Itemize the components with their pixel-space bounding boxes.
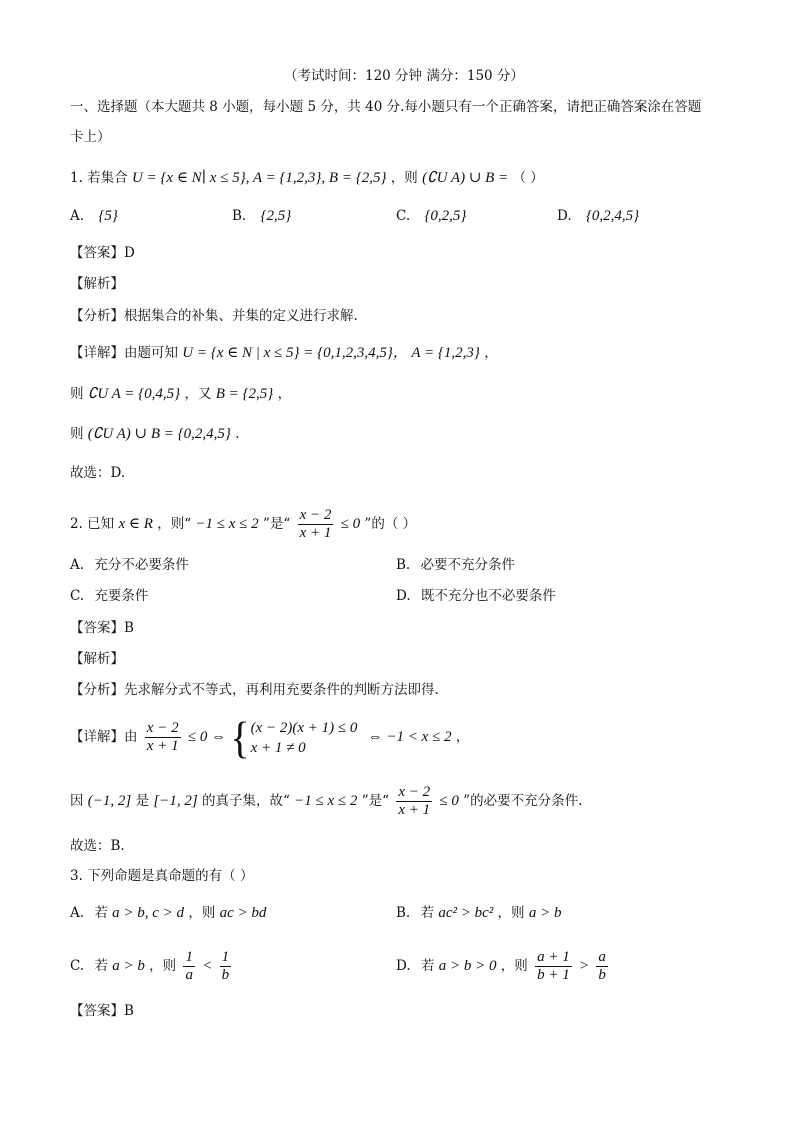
q3-option-d-text2: ，则 xyxy=(500,958,528,974)
q1-step3 xyxy=(70,424,240,444)
q2-because-m1: (−1, 2] xyxy=(87,793,132,809)
q2-because xyxy=(70,781,582,821)
q2-option-c xyxy=(70,586,148,606)
q3-option-c-text2: ，则 xyxy=(149,958,177,974)
q2-because-suffix: ”的必要不充分条件. xyxy=(463,793,583,809)
q3-option-d-num2: a xyxy=(598,949,606,965)
q2-option-a-value: 充分不必要条件 xyxy=(94,557,189,573)
q1-stem-math: U = {x ∈ N∣ x ≤ 5}, A = {1,2,3}, B = {2,5} xyxy=(131,170,387,186)
q2-because-mid: 是 xyxy=(135,793,150,809)
q2-jiexi: 【解析】 xyxy=(70,651,124,667)
q2-sys-line1: (x − 2)(x + 1) ≤ 0 xyxy=(250,719,358,736)
q2-detail-frac-num: x − 2 xyxy=(146,720,179,736)
q1-option-b-value: {2,5} xyxy=(260,208,292,224)
q3-option-b xyxy=(396,903,561,923)
q1-option-d-label: D. xyxy=(557,208,572,224)
q1-option-c-value: {0,2,5} xyxy=(424,208,467,224)
q2-option-d-label: D. xyxy=(396,588,411,604)
q1-step2-math: ∁U A = {0,4,5} xyxy=(87,386,181,402)
q3-option-a-math1: a > b, c > d xyxy=(112,905,185,921)
q1-step2 xyxy=(70,384,291,404)
section-title-line1: 一、选择题（本大题共 8 小题，每小题 5 分，共 40 分.每小题只有一个正确答案，请把正确答案涂在答题 xyxy=(70,99,702,115)
q3-option-c-frac2 xyxy=(220,949,232,984)
q1-detail-math: U = {x ∈ N | x ≤ 5} = {0,1,2,3,4,5}， A = {1,2,3} xyxy=(182,345,480,361)
q1-stem-math2: (∁U A) ∪ B = xyxy=(422,170,509,186)
q2-because-prefix: 因 xyxy=(70,793,84,809)
q2-stem xyxy=(70,507,416,542)
q1-option-a xyxy=(70,206,118,226)
q2-stem-mid2: ”是“ xyxy=(262,516,291,532)
q1-jiexi: 【解析】 xyxy=(70,276,124,292)
q2-analysis: 【分析】先求解分式不等式，再利用充要条件的判断方法即得. xyxy=(70,682,439,698)
q2-detail-prefix: 【详解】由 xyxy=(70,729,138,745)
q2-because-frac-num: x − 2 xyxy=(398,784,431,800)
q2-option-c-value: 充要条件 xyxy=(94,588,149,604)
q3-option-c-math1: a > b xyxy=(112,958,145,974)
q2-frac-den: x + 1 xyxy=(299,525,332,541)
q2-detail-frac-tail: ≤ 0 ⇔ xyxy=(187,729,227,745)
q1-step3-prefix: 则 xyxy=(70,426,84,442)
q3-option-d-gt: > xyxy=(579,958,590,974)
q2-option-b-value: 必要不充分条件 xyxy=(420,557,516,573)
q3-option-a xyxy=(70,903,266,923)
q2-because-m2: [−1, 2] xyxy=(153,793,198,809)
q1-option-d-value: {0,2,4,5} xyxy=(585,208,640,224)
q1-stem xyxy=(70,168,544,188)
q1-stem-suffix: （ ） xyxy=(512,170,544,186)
q2-option-d-value: 既不充分也不必要条件 xyxy=(420,588,556,604)
q1-detail xyxy=(70,343,498,363)
q2-stem-fraction xyxy=(298,507,334,542)
q3-option-a-label: A. xyxy=(70,905,85,921)
q2-option-d xyxy=(396,586,556,606)
q3-option-c-lt: < xyxy=(202,958,213,974)
q3-option-a-text1: 若 xyxy=(94,905,108,921)
q3-option-d xyxy=(396,944,611,988)
left-brace-icon: { xyxy=(230,712,250,762)
q2-stem-cond: −1 ≤ x ≤ 2 xyxy=(195,516,259,532)
q1-option-b xyxy=(232,206,291,226)
q3-option-d-label: D. xyxy=(396,958,411,974)
q1-detail-end: ， xyxy=(484,345,498,361)
q1-option-a-value: {5} xyxy=(98,208,118,224)
q2-stem-suffix: ”的（ ） xyxy=(364,516,417,532)
q2-detail-end: ， xyxy=(455,729,470,745)
q3-option-b-math1: ac² > bc² xyxy=(438,905,494,921)
q1-detail-prefix: 【详解】由题可知 xyxy=(70,345,178,361)
q3-option-d-text1: 若 xyxy=(420,958,435,974)
q1-analysis: 【分析】根据集合的补集、并集的定义进行求解. xyxy=(70,308,358,324)
q3-option-b-text2: ，则 xyxy=(497,905,525,921)
q3-option-c-text1: 若 xyxy=(94,958,108,974)
exam-info: （考试时间：120 分钟 满分：150 分） xyxy=(284,68,524,84)
q2-detail-frac-den: x + 1 xyxy=(146,738,179,754)
q3-answer: 【答案】B xyxy=(70,1003,134,1019)
q3-option-b-text1: 若 xyxy=(420,905,435,921)
q2-stem-math: x ∈ R xyxy=(118,516,153,532)
q1-step2-prefix: 则 xyxy=(70,386,84,402)
q2-option-a xyxy=(70,555,189,575)
q1-step3-end: . xyxy=(235,426,240,442)
q3-option-d-den2: b xyxy=(598,967,606,983)
q1-option-d xyxy=(557,206,639,226)
q3-option-c-den1: a xyxy=(185,967,193,983)
q3-stem: 3. 下列命题是真命题的有（ ） xyxy=(70,868,254,884)
q2-detail-fraction xyxy=(145,720,181,755)
q3-option-c-num2: 1 xyxy=(221,949,230,965)
q2-because-mid2: 的真子集，故“ xyxy=(201,793,290,809)
q3-option-b-label: B. xyxy=(396,905,411,921)
q3-option-d-frac1 xyxy=(535,949,572,984)
q2-option-a-label: A. xyxy=(70,557,85,573)
q2-sys-line2: x + 1 ≠ 0 xyxy=(250,739,306,756)
q2-stem-prefix: 2. 已知 xyxy=(70,516,115,532)
q1-step2-math2: B = {2,5} xyxy=(215,386,274,402)
q1-option-a-label: A. xyxy=(70,208,85,224)
q1-option-c xyxy=(396,206,466,226)
q3-option-c-frac1 xyxy=(183,949,195,984)
section-title-line2: 卡上） xyxy=(70,129,111,145)
q1-stem-mid: ，则 xyxy=(390,170,418,186)
q2-option-c-label: C. xyxy=(70,588,85,604)
q2-answer: 【答案】B xyxy=(70,620,134,636)
q2-because-cond: −1 ≤ x ≤ 2 xyxy=(294,793,358,809)
q2-detail-result: ⇔ −1 < x ≤ 2 xyxy=(367,729,452,745)
q2-because-fraction xyxy=(396,784,432,819)
q2-frac-num: x − 2 xyxy=(299,507,332,523)
q1-answer: 【答案】D xyxy=(70,245,135,261)
q3-option-d-frac2 xyxy=(596,949,608,984)
q3-option-d-num1: a + 1 xyxy=(537,949,570,965)
q2-inequality-system xyxy=(230,712,358,762)
q2-detail xyxy=(70,712,470,762)
q3-option-c xyxy=(70,944,234,988)
q1-option-c-label: C. xyxy=(396,208,411,224)
q2-because-frac-den: x + 1 xyxy=(398,802,431,818)
q3-option-a-math2: ac > bd xyxy=(219,905,267,921)
q3-option-c-den2: b xyxy=(221,967,230,983)
q1-step3-math: (∁U A) ∪ B = {0,2,4,5} xyxy=(87,426,231,442)
q1-stem-prefix: 1. 若集合 xyxy=(70,170,128,186)
q3-option-d-math1: a > b > 0 xyxy=(438,958,497,974)
q2-because-mid3: ”是“ xyxy=(361,793,390,809)
q1-choice: 故选：D. xyxy=(70,465,126,481)
q2-option-b xyxy=(396,555,515,575)
q3-option-b-math2: a > b xyxy=(528,905,562,921)
q2-stem-mid: ，则“ xyxy=(157,516,192,532)
q2-choice: 故选：B. xyxy=(70,838,125,854)
q2-option-b-label: B. xyxy=(396,557,411,573)
q2-frac-tail: ≤ 0 xyxy=(340,516,361,532)
q1-step2-mid: ，又 xyxy=(184,386,212,402)
q2-because-frac-tail: ≤ 0 xyxy=(439,793,459,809)
q3-option-c-num1: 1 xyxy=(185,949,193,965)
q3-option-a-text2: ，则 xyxy=(188,905,216,921)
q1-option-b-label: B. xyxy=(232,208,247,224)
q3-option-c-label: C. xyxy=(70,958,85,974)
q3-option-d-den1: b + 1 xyxy=(537,967,570,983)
q1-step2-end: ， xyxy=(277,386,292,402)
